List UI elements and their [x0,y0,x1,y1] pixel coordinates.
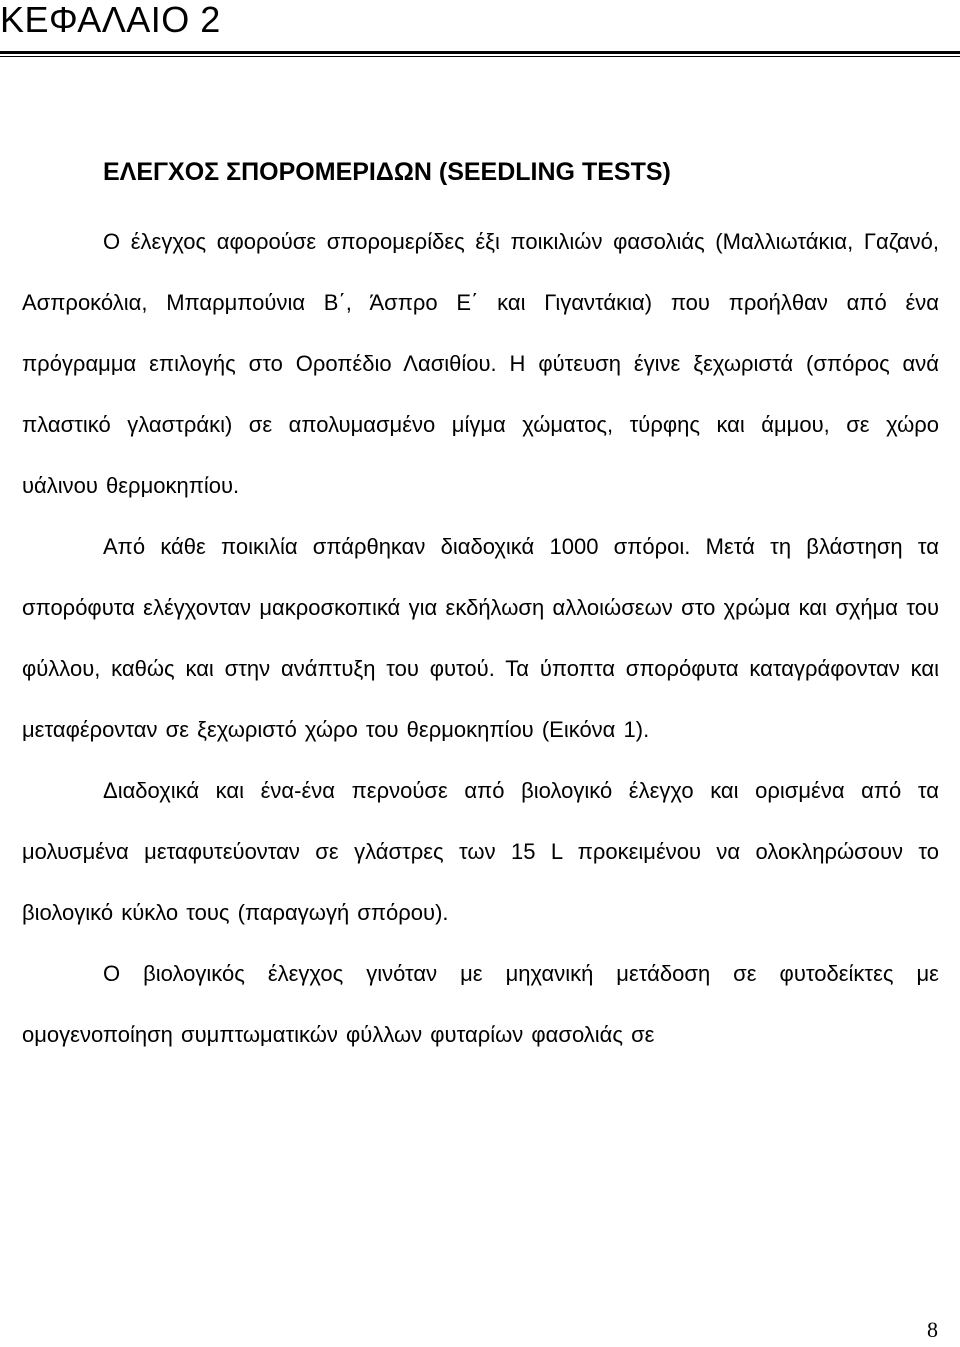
section-heading: ΕΛΕΓΧΟΣ ΣΠΟΡΟΜΕΡΙΔΩΝ (SEEDLING TESTS) [103,158,671,186]
paragraph: Διαδοχικά και ένα-ένα περνούσε από βιολογικό έλεγχο και ορισμένα από τα μολυσμένα μεταφυτεύονταν σε γλάστρες των 15 L προκειμένου να ολοκληρώσουν το βιολογικό κύκλο τους (παραγωγή σπόρου). [22,778,939,925]
page-number: 8 [927,1317,938,1342]
paragraph: Από κάθε ποικιλία σπάρθηκαν διαδοχικά 1000 σπόροι. Μετά τη βλάστηση τα σπορόφυτα ελέγχονταν μακροσκοπικά για εκδήλωση αλλοιώσεων στο χρώμα και σχήμα του φύλλου, καθώς και στην ανάπτυξη του φυτού. Τα ύποπτα σπορόφυτα καταγράφονταν και μεταφέρονταν σε ξεχωριστό χώρο του θερμοκηπίου (Εικόνα 1). [22,534,939,742]
body-text [22,211,939,1065]
paragraph: Ο έλεγχος αφορούσε σπορομερίδες έξι ποικιλιών φασολιάς (Μαλλιωτάκια, Γαζανό, Ασπροκόλια, Μπαρμπούνια Β΄, Άσπρο Ε΄ και Γιγαντάκια) που προήλθαν από ένα πρόγραμμα επιλογής στο Οροπέδιο Λασιθίου. Η φύτευση έγινε ξεχωριστά (σπόρος ανά πλαστικό γλαστράκι) σε απολυμασμένο μίγμα χώματος, τύρφης και άμμου, σε χώρο υάλινου θερμοκηπίου. [22,229,939,498]
chapter-title: ΚΕΦΑΛΑΙΟ 2 [0,0,221,40]
chapter-divider [0,51,960,57]
paragraph: Ο βιολογικός έλεγχος γινόταν με μηχανική μετάδοση σε φυτοδείκτες με ομογενοποίηση συμπτωματικών φύλλων φυταρίων φασολιάς σε [22,961,939,1047]
